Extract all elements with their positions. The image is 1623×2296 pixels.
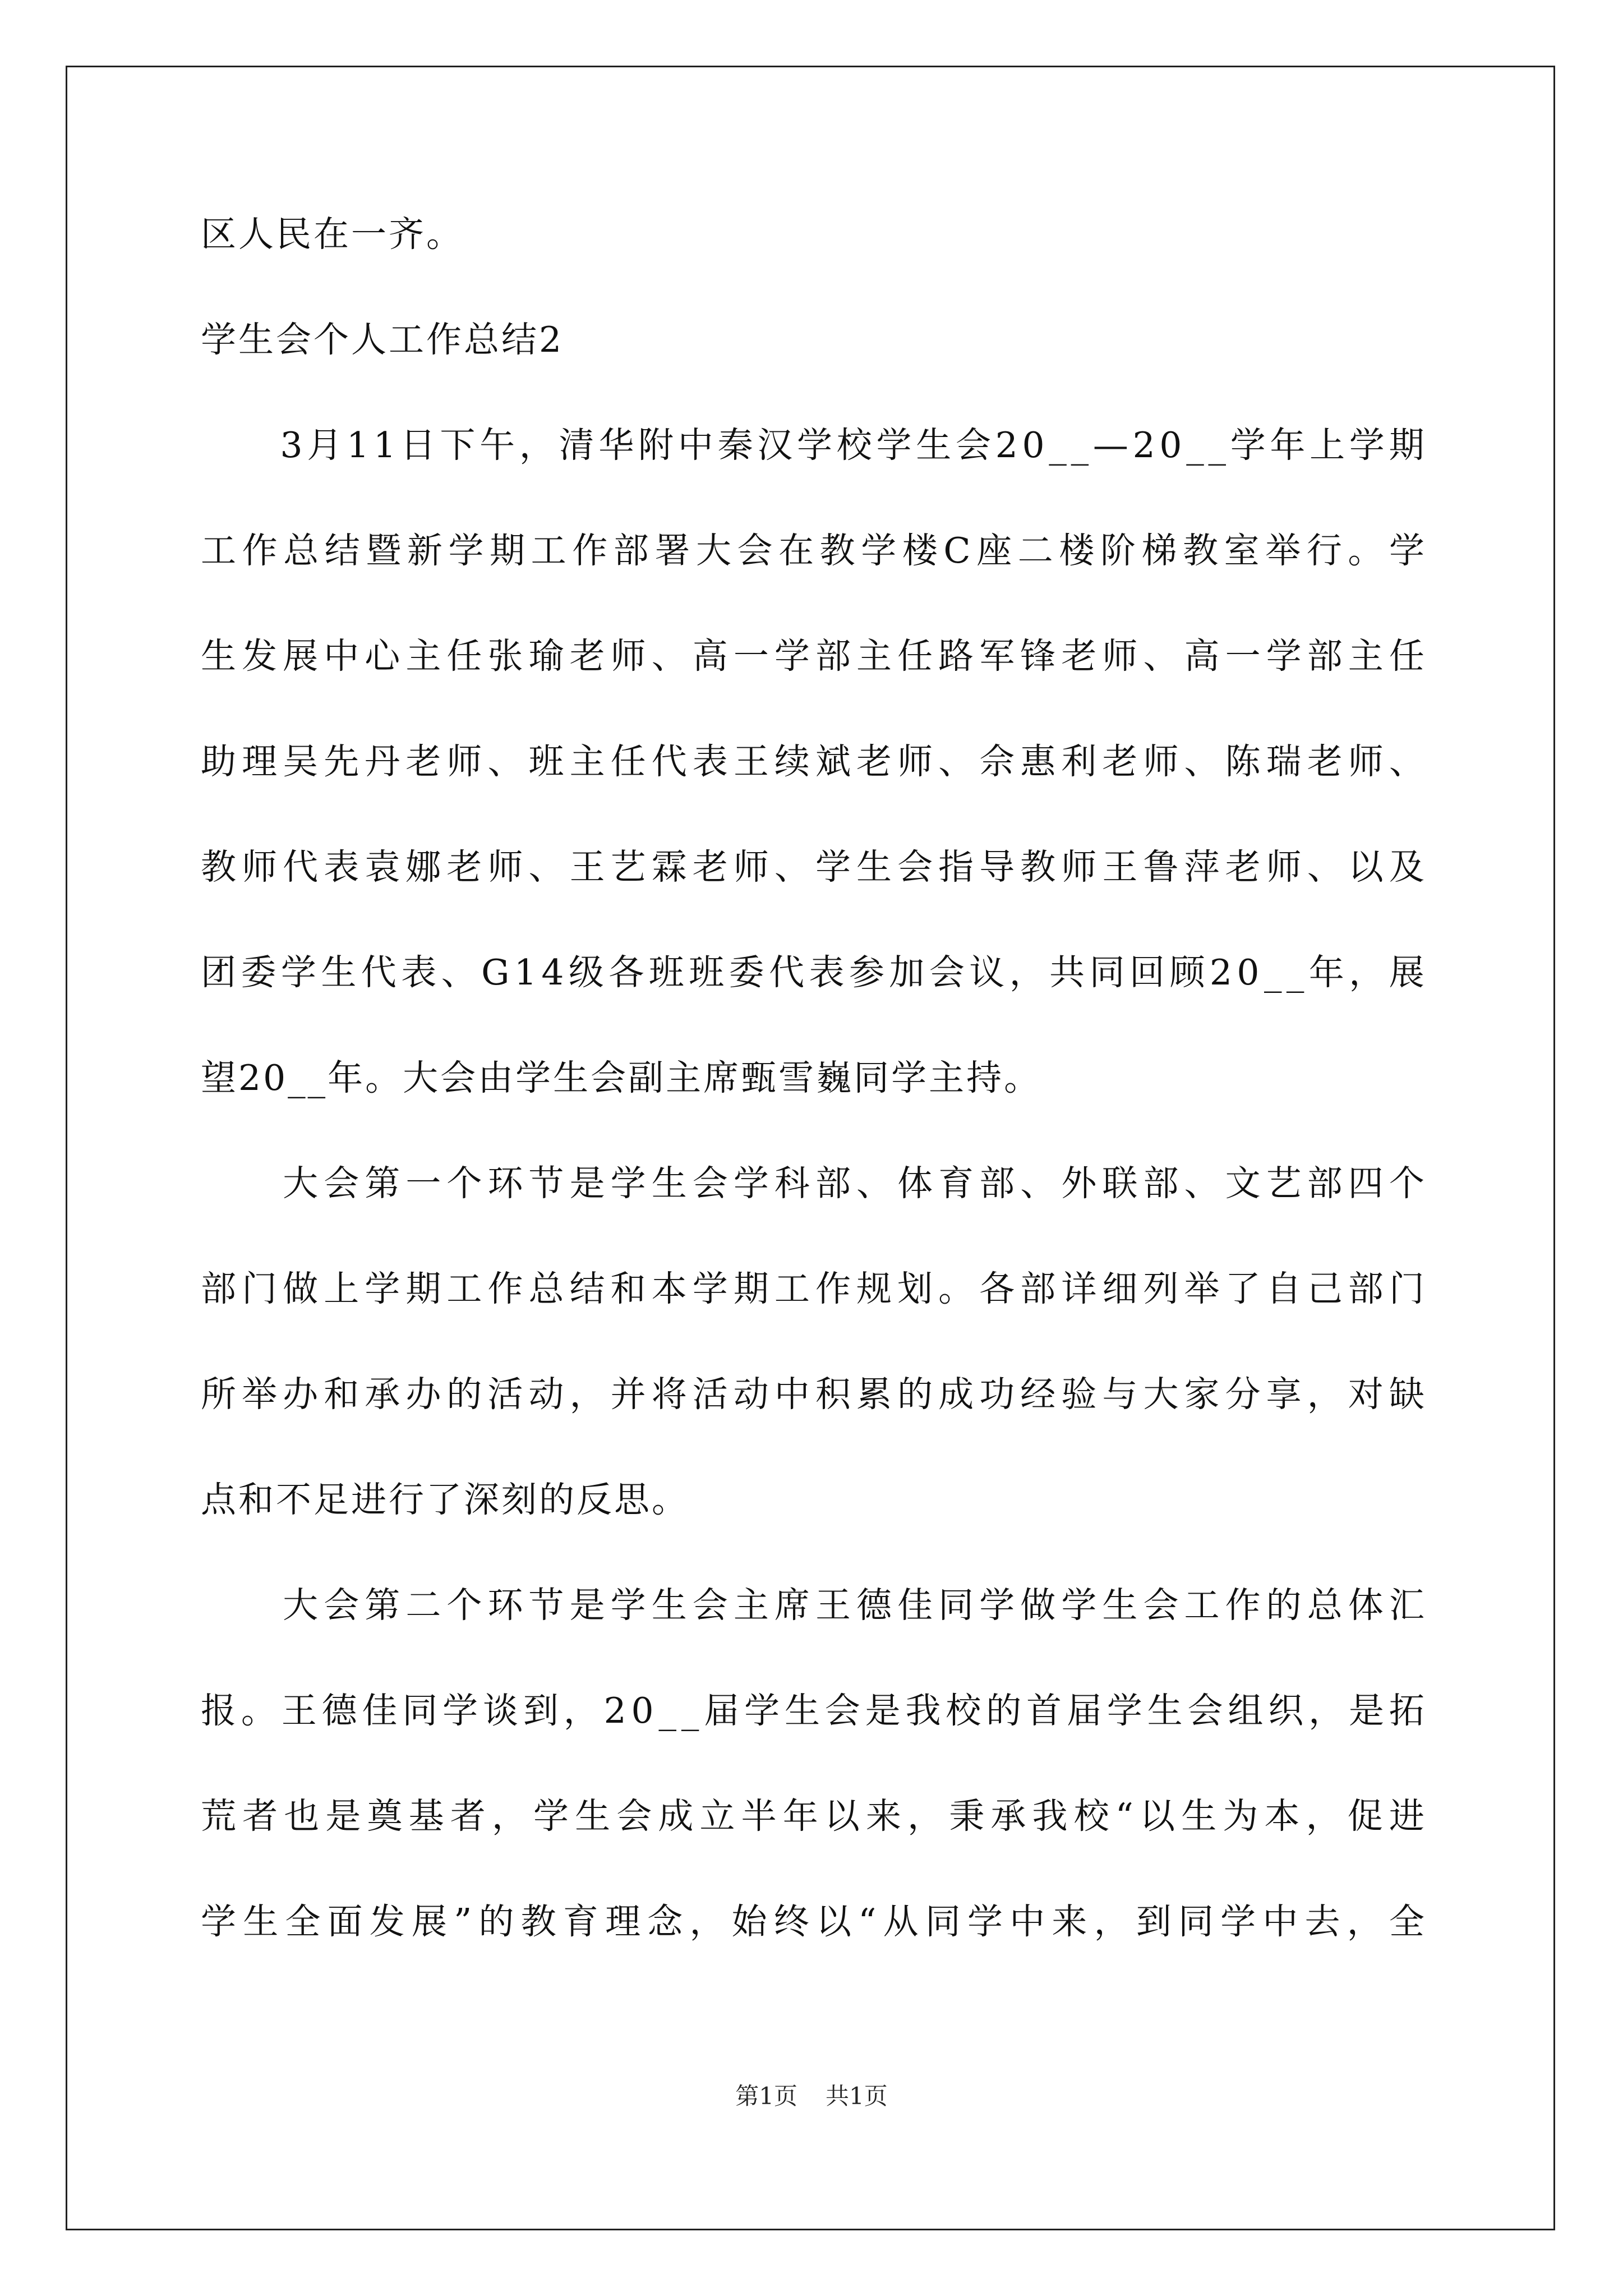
text-line: 大 会 第 一 个 环 节 是 学 生 会 学 科 部 、 体 育 部 、 外 联 部 、 文 艺 部 四 个 xyxy=(283,1163,1427,1204)
text-line: 大 会 第 二 个 环 节 是 学 生 会 主 席 王 德 佳 同 学 做 学 生 会 工 作 的 总 体 汇 xyxy=(283,1585,1427,1626)
line-spacer xyxy=(201,683,1427,735)
line-spacer xyxy=(201,1315,1427,1368)
line-spacer xyxy=(201,1421,1427,1473)
text-line: 团 委 学 生 代 表 、 G 1 4 级 各 班 班 委 代 表 参 加 会 议 ， 共 同 回 顾 2 0 _ _ 年 ， 展 xyxy=(201,952,1427,993)
text-line: 教 师 代 表 袁 娜 老 师 、 王 艺 霖 老 师 、 学 生 会 指 导 教 师 王 鲁 萍 老 师 、 以 及 xyxy=(201,846,1427,887)
text-line: 3 月 1 1 日 下 午 ， 清 华 附 中 秦 汉 学 校 学 生 会 2 0 _ _ — 2 0 _ _ 学 年 上 学 期 xyxy=(280,425,1427,466)
text-line: 工 作 总 结 暨 新 学 期 工 作 部 署 大 会 在 教 学 楼 C 座 二 楼 阶 梯 教 室 举 行 。 学 xyxy=(201,530,1427,571)
text-line: 所 举 办 和 承 办 的 活 动 ， 并 将 活 动 中 积 累 的 成 功 经 验 与 大 家 分 享 ， 对 缺 xyxy=(201,1374,1427,1415)
line-spacer xyxy=(201,261,1427,313)
line-spacer xyxy=(201,366,1427,418)
text-line: 点和不足进行了深刻的反思。 xyxy=(201,1479,689,1520)
line-spacer xyxy=(201,1526,1427,1579)
line-spacer xyxy=(201,894,1427,946)
text-line: 学生会个人工作总结2 xyxy=(201,319,564,360)
page-footer xyxy=(0,2082,1623,2110)
text-line: 区人民在一齐。 xyxy=(201,214,464,255)
line-spacer xyxy=(201,472,1427,524)
text-line: 部 门 做 上 学 期 工 作 总 结 和 本 学 期 工 作 规 划 。 各 部 详 细 列 举 了 自 己 部 门 xyxy=(201,1268,1427,1309)
line-spacer xyxy=(201,577,1427,629)
page-total: 共1页 xyxy=(826,2082,888,2110)
line-spacer xyxy=(201,1843,1427,1895)
line-spacer xyxy=(201,999,1427,1051)
line-spacer xyxy=(201,1105,1427,1157)
text-line: 生 发 展 中 心 主 任 张 瑜 老 师 、 高 一 学 部 主 任 路 军 锋 老 师 、 高 一 学 部 主 任 xyxy=(201,636,1427,677)
text-line: 报 。 王 德 佳 同 学 谈 到 ， 2 0 _ _ 届 学 生 会 是 我 校 的 首 届 学 生 会 组 织 ， 是 拓 xyxy=(201,1690,1427,1731)
document-body xyxy=(201,208,1427,1948)
line-spacer xyxy=(201,1210,1427,1262)
text-line: 望20__年。大会由学生会副主席甄雪巍同学主持。 xyxy=(201,1057,1042,1098)
line-spacer xyxy=(201,1737,1427,1789)
text-line: 助 理 吴 先 丹 老 师 、 班 主 任 代 表 王 续 斌 老 师 、 佘 惠 利 老 师 、 陈 瑞 老 师 、 xyxy=(201,741,1427,782)
page-number: 第1页 xyxy=(735,2082,797,2110)
line-spacer xyxy=(201,788,1427,840)
text-line: 荒 者 也 是 奠 基 者 ， 学 生 会 成 立 半 年 以 来 ， 秉 承 我 校 “ 以 生 为 本 ， 促 进 xyxy=(201,1796,1427,1837)
line-spacer xyxy=(201,1632,1427,1684)
text-line: 学 生 全 面 发 展 ” 的 教 育 理 念 ， 始 终 以 “ 从 同 学 中 来 ， 到 同 学 中 去 ， 全 xyxy=(201,1901,1427,1942)
